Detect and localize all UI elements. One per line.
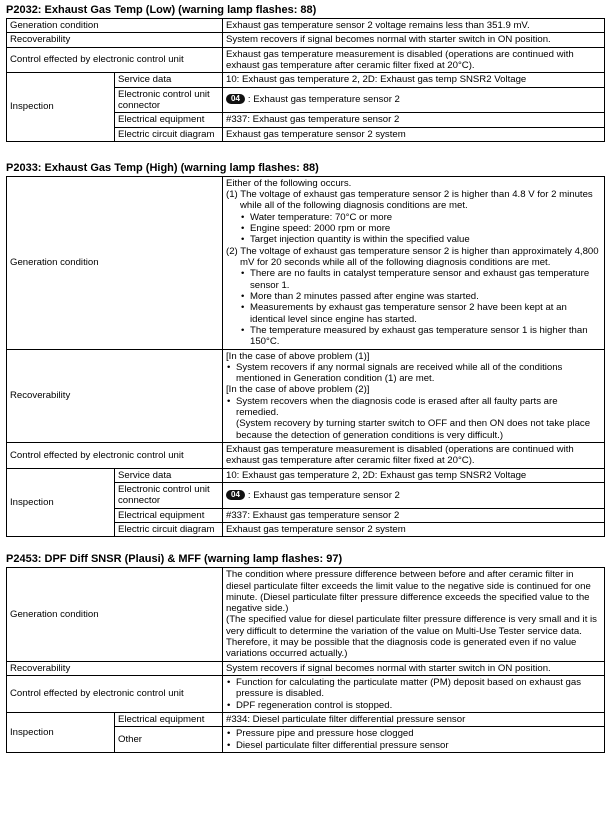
table-row: [7, 568, 605, 662]
connector-badge: 04: [226, 94, 245, 104]
service-data-text: 10: Exhaust gas temperature 2, 2D: Exhaust gas temp SNSR2 Voltage: [223, 73, 605, 87]
control-label: Control effected by electronic control unit: [7, 676, 223, 713]
table-row: [7, 712, 605, 726]
list-item: • DPF regeneration control is stopped.: [226, 700, 601, 711]
list-item: • System recovers if any normal signals are received while all of the conditions mentioned in Generation condition (1) are met.: [226, 362, 601, 385]
electrical-equipment-text: #334: Diesel particulate filter differential pressure sensor: [223, 712, 605, 726]
recoverability-cell: [223, 349, 605, 443]
ecu-connector-cell: [223, 482, 605, 508]
control-text: Exhaust gas temperature measurement is disabled (operations are continued with exhaust gas temperature after ceramic filter fixed at 20°C).: [223, 443, 605, 469]
table-row: [7, 19, 605, 33]
inspection-label: Inspection: [7, 73, 115, 142]
service-data-text: 10: Exhaust gas temperature 2, 2D: Exhaust gas temp SNSR2 Voltage: [223, 468, 605, 482]
ecu-connector-text: : Exhaust gas temperature sensor 2: [247, 489, 400, 501]
generation-paragraph-1: The condition where pressure difference between before and after ceramic filter in diesel particulate filter exceeds the limit value to the negative side is continued for one minute. (Diesel particulate filter pressure difference exceeds the specified value to the negative side.): [226, 569, 591, 615]
recoverability-label: Recoverability: [7, 349, 223, 443]
control-cell: [223, 676, 605, 713]
table-row: [7, 661, 605, 675]
recoverability-label: Recoverability: [7, 661, 223, 675]
list-item: • Pressure pipe and pressure hose clogged: [226, 728, 601, 739]
table-p2032: [6, 18, 605, 142]
electrical-equipment-label: Electrical equipment: [115, 508, 223, 522]
list-item: • The temperature measured by exhaust gas temperature sensor 1 is higher than 150°C.: [240, 325, 601, 348]
section-title-p2453: P2453: DPF Diff SNSR (Plausi) & MFF (warning lamp flashes: 97): [6, 553, 343, 566]
list-item: • More than 2 minutes passed after engine was started.: [240, 291, 601, 302]
inspection-label: Inspection: [7, 468, 115, 537]
table-row: [7, 443, 605, 469]
case-2-item: • System recovers when the diagnosis code is erased after all faulty parts are remedied.: [236, 395, 558, 419]
service-data-label: Service data: [115, 468, 223, 482]
control-list: [226, 677, 601, 711]
other-label: Other: [115, 727, 223, 753]
connector-badge: 04: [226, 490, 245, 500]
ecu-connector-label: Electronic control unit connector: [115, 482, 223, 508]
circuit-diagram-text: Exhaust gas temperature sensor 2 system: [223, 522, 605, 536]
circuit-diagram-text: Exhaust gas temperature sensor 2 system: [223, 127, 605, 141]
table-row: [7, 349, 605, 443]
electrical-equipment-label: Electrical equipment: [115, 113, 223, 127]
list-item: • Engine speed: 2000 rpm or more: [240, 223, 601, 234]
control-label: Control effected by electronic control unit: [7, 443, 223, 469]
generation-condition-cell: [223, 176, 605, 349]
table-p2453: [6, 567, 605, 753]
table-row: [7, 47, 605, 73]
generation-condition-text: Exhaust gas temperature sensor 2 voltage remains less than 351.9 mV.: [223, 19, 605, 33]
table-row: [7, 73, 605, 87]
table-row: [7, 33, 605, 47]
list-item: [226, 396, 601, 441]
other-cell: [223, 727, 605, 753]
electrical-equipment-label: Electrical equipment: [115, 712, 223, 726]
circuit-diagram-label: Electric circuit diagram: [115, 522, 223, 536]
recoverability-case-2: [In the case of above problem (2)]: [226, 384, 370, 396]
condition-1-list: [240, 212, 601, 246]
recoverability-case-1: [In the case of above problem (1)]: [226, 350, 370, 362]
service-data-label: Service data: [115, 73, 223, 87]
table-row: [7, 176, 605, 349]
generation-condition-2: (2) The voltage of exhaust gas temperature sensor 2 is higher than approximately 4,800 mV for 20 seconds while all of the following diagnosis conditions are met.: [226, 245, 599, 268]
list-item: • Diesel particulate filter differential pressure sensor: [226, 740, 601, 751]
inspection-label: Inspection: [7, 712, 115, 752]
generation-condition-cell: [223, 568, 605, 662]
section-title-p2033: P2033: Exhaust Gas Temp (High) (warning lamp flashes: 88): [6, 161, 319, 174]
generation-paragraph-2: (The specified value for diesel particulate filter pressure difference is very small and it is very difficult to determine the variation of the value on Multi-Use Tester service data. Therefore, it may be possible that the diagnosis code is generated even if no value variations occurred actually.): [226, 614, 597, 660]
other-list: [226, 728, 601, 751]
table-p2033: [6, 176, 605, 537]
control-label: Control effected by electronic control unit: [7, 47, 223, 73]
electrical-equipment-text: #337: Exhaust gas temperature sensor 2: [223, 113, 605, 127]
condition-2-list: [240, 268, 601, 347]
case-2-note: (System recovery by turning starter switch to OFF and then ON does not take place because the detection of generation conditions is very difficult.): [236, 418, 591, 441]
list-item: • Function for calculating the particulate matter (PM) deposit based on exhaust gas pressure is disabled.: [226, 677, 601, 700]
section-title-p2032: P2032: Exhaust Gas Temp (Low) (warning lamp flashes: 88): [6, 4, 317, 16]
list-item: • Measurements by exhaust gas temperature sensor 2 have been kept at an identical level since engine has started.: [240, 302, 601, 325]
case-2-list: [226, 396, 601, 441]
table-row: [7, 468, 605, 482]
ecu-connector-cell: [223, 87, 605, 113]
electrical-equipment-text: #337: Exhaust gas temperature sensor 2: [223, 508, 605, 522]
generation-condition-label: Generation condition: [7, 568, 223, 662]
list-item: • Water temperature: 70°C or more: [240, 212, 601, 223]
control-text: Exhaust gas temperature measurement is disabled (operations are continued with exhaust gas temperature after ceramic filter fixed at 20°C).: [223, 47, 605, 73]
list-item: • There are no faults in catalyst temperature sensor and exhaust gas temperature sensor 1.: [240, 268, 601, 291]
recoverability-label: Recoverability: [7, 33, 223, 47]
table-row: [7, 676, 605, 713]
circuit-diagram-label: Electric circuit diagram: [115, 127, 223, 141]
list-item: • Target injection quantity is within the specified value: [240, 234, 601, 245]
ecu-connector-text: : Exhaust gas temperature sensor 2: [247, 94, 400, 106]
recoverability-text: System recovers if signal becomes normal with starter switch in ON position.: [223, 661, 605, 675]
generation-condition-label: Generation condition: [7, 176, 223, 349]
case-1-list: [226, 362, 601, 385]
generation-intro: Either of the following occurs.: [226, 177, 352, 189]
generation-condition-1: (1) The voltage of exhaust gas temperature sensor 2 is higher than 4.8 V for 2 minutes while all of the following diagnosis conditions are met.: [226, 189, 593, 212]
recoverability-text: System recovers if signal becomes normal with starter switch in ON position.: [223, 33, 605, 47]
generation-condition-label: Generation condition: [7, 19, 223, 33]
ecu-connector-label: Electronic control unit connector: [115, 87, 223, 113]
